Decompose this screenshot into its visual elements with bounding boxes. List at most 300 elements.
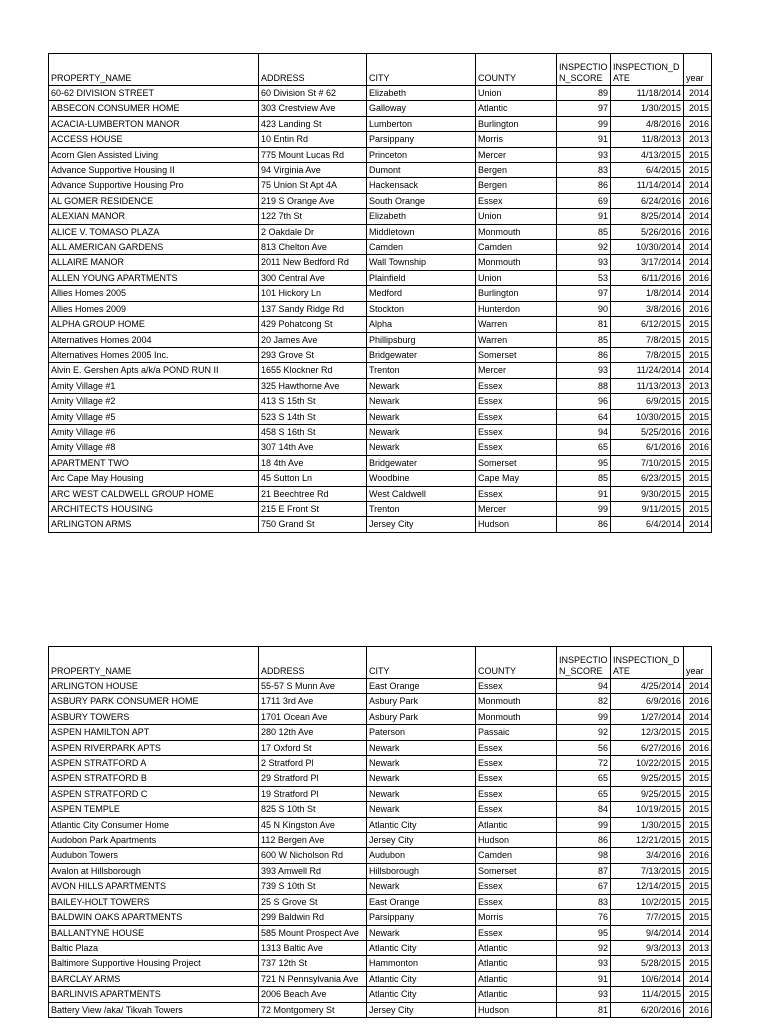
year-cell: 2016 bbox=[684, 193, 712, 208]
year-cell: 2015 bbox=[684, 894, 712, 909]
address-cell: 219 S Orange Ave bbox=[259, 193, 367, 208]
inspection-score-cell: 92 bbox=[557, 725, 611, 740]
property-name-cell: ASPEN HAMILTON APT bbox=[49, 725, 259, 740]
inspection-score-cell: 93 bbox=[557, 956, 611, 971]
table-row bbox=[49, 332, 712, 347]
city-cell: Galloway bbox=[367, 101, 476, 116]
address-cell: 19 Stratford Pl bbox=[259, 786, 367, 801]
address-cell: 775 Mount Lucas Rd bbox=[259, 147, 367, 162]
year-cell: 2016 bbox=[684, 224, 712, 239]
county-cell: Hudson bbox=[476, 833, 557, 848]
inspection-date-cell: 9/30/2015 bbox=[611, 486, 684, 501]
column-header-county: COUNTY bbox=[476, 647, 557, 679]
table-row bbox=[49, 833, 712, 848]
city-cell: Newark bbox=[367, 756, 476, 771]
city-cell: Trenton bbox=[367, 363, 476, 378]
property-name-cell: Alternatives Homes 2005 Inc. bbox=[49, 347, 259, 362]
year-cell: 2015 bbox=[684, 147, 712, 162]
property-name-cell: ABSECON CONSUMER HOME bbox=[49, 101, 259, 116]
city-cell: Newark bbox=[367, 802, 476, 817]
year-cell: 2015 bbox=[684, 802, 712, 817]
property-name-cell: Acorn Glen Assisted Living bbox=[49, 147, 259, 162]
county-cell: Atlantic bbox=[476, 817, 557, 832]
year-cell: 2015 bbox=[684, 863, 712, 878]
inspection-score-cell: 89 bbox=[557, 86, 611, 101]
property-name-cell: ARCHITECTS HOUSING bbox=[49, 501, 259, 516]
county-cell: Somerset bbox=[476, 863, 557, 878]
inspection-score-cell: 65 bbox=[557, 440, 611, 455]
city-cell: Atlantic City bbox=[367, 817, 476, 832]
address-cell: 413 S 15th St bbox=[259, 394, 367, 409]
year-cell: 2013 bbox=[684, 378, 712, 393]
table-row bbox=[49, 86, 712, 101]
table-row bbox=[49, 740, 712, 755]
address-cell: 45 N Kingston Ave bbox=[259, 817, 367, 832]
column-header-inspection-score: INSPECTION_SCORE bbox=[557, 54, 611, 86]
inspection-score-cell: 99 bbox=[557, 116, 611, 131]
address-cell: 215 E Front St bbox=[259, 501, 367, 516]
inspection-date-cell: 9/25/2015 bbox=[611, 771, 684, 786]
property-name-cell: ALPHA GROUP HOME bbox=[49, 317, 259, 332]
table-row bbox=[49, 471, 712, 486]
inspection-score-cell: 86 bbox=[557, 178, 611, 193]
table-row bbox=[49, 240, 712, 255]
address-cell: 721 N Pennsylvania Ave bbox=[259, 971, 367, 986]
county-cell: Warren bbox=[476, 317, 557, 332]
inspection-score-cell: 90 bbox=[557, 301, 611, 316]
address-cell: 325 Hawthorne Ave bbox=[259, 378, 367, 393]
city-cell: Trenton bbox=[367, 501, 476, 516]
property-name-cell: Audubon Towers bbox=[49, 848, 259, 863]
year-cell: 2013 bbox=[684, 132, 712, 147]
address-cell: 303 Crestview Ave bbox=[259, 101, 367, 116]
city-cell: East Orange bbox=[367, 679, 476, 694]
year-cell: 2015 bbox=[684, 817, 712, 832]
county-cell: Morris bbox=[476, 132, 557, 147]
address-cell: 45 Sutton Ln bbox=[259, 471, 367, 486]
address-cell: 523 S 14th St bbox=[259, 409, 367, 424]
address-cell: 299 Baldwin Rd bbox=[259, 910, 367, 925]
city-cell: Jersey City bbox=[367, 1002, 476, 1017]
city-cell: Bridgewater bbox=[367, 455, 476, 470]
inspection-date-cell: 1/30/2015 bbox=[611, 101, 684, 116]
year-cell: 2015 bbox=[684, 879, 712, 894]
inspection-score-cell: 56 bbox=[557, 740, 611, 755]
property-name-cell: Baltimore Supportive Housing Project bbox=[49, 956, 259, 971]
table-row bbox=[49, 771, 712, 786]
county-cell: Atlantic bbox=[476, 956, 557, 971]
inspection-score-cell: 99 bbox=[557, 501, 611, 516]
city-cell: Newark bbox=[367, 771, 476, 786]
inspection-score-cell: 94 bbox=[557, 679, 611, 694]
inspection-date-cell: 7/13/2015 bbox=[611, 863, 684, 878]
year-cell: 2015 bbox=[684, 786, 712, 801]
year-cell: 2015 bbox=[684, 771, 712, 786]
inspection-score-cell: 53 bbox=[557, 270, 611, 285]
inspection-score-cell: 94 bbox=[557, 424, 611, 439]
county-cell: Essex bbox=[476, 394, 557, 409]
county-cell: Atlantic bbox=[476, 101, 557, 116]
city-cell: Hackensack bbox=[367, 178, 476, 193]
inspection-score-cell: 97 bbox=[557, 286, 611, 301]
county-cell: Mercer bbox=[476, 147, 557, 162]
city-cell: East Orange bbox=[367, 894, 476, 909]
table-row bbox=[49, 178, 712, 193]
property-name-cell: ASPEN STRATFORD A bbox=[49, 756, 259, 771]
address-cell: 737 12th St bbox=[259, 956, 367, 971]
year-cell: 2015 bbox=[684, 756, 712, 771]
inspection-date-cell: 10/19/2015 bbox=[611, 802, 684, 817]
year-cell: 2015 bbox=[684, 501, 712, 516]
city-cell: Plainfield bbox=[367, 270, 476, 285]
property-name-cell: Audobon Park Apartments bbox=[49, 833, 259, 848]
table-row bbox=[49, 116, 712, 131]
inspection-date-cell: 3/4/2016 bbox=[611, 848, 684, 863]
property-name-cell: Advance Supportive Housing Pro bbox=[49, 178, 259, 193]
property-name-cell: ALLEN YOUNG APARTMENTS bbox=[49, 270, 259, 285]
address-cell: 10 Entin Rd bbox=[259, 132, 367, 147]
city-cell: Lumberton bbox=[367, 116, 476, 131]
county-cell: Bergen bbox=[476, 163, 557, 178]
inspection-score-cell: 91 bbox=[557, 486, 611, 501]
county-cell: Morris bbox=[476, 910, 557, 925]
year-cell: 2016 bbox=[684, 1002, 712, 1017]
column-header-county: COUNTY bbox=[476, 54, 557, 86]
table-row bbox=[49, 193, 712, 208]
county-cell: Hunterdon bbox=[476, 301, 557, 316]
year-cell: 2014 bbox=[684, 925, 712, 940]
column-header-inspection-date: INSPECTION_DATE bbox=[611, 54, 684, 86]
inspection-score-cell: 85 bbox=[557, 332, 611, 347]
table-row bbox=[49, 709, 712, 724]
city-cell: Atlantic City bbox=[367, 971, 476, 986]
inspection-date-cell: 6/23/2015 bbox=[611, 471, 684, 486]
city-cell: Newark bbox=[367, 879, 476, 894]
property-name-cell: ARLINGTON HOUSE bbox=[49, 679, 259, 694]
address-cell: 20 James Ave bbox=[259, 332, 367, 347]
address-cell: 813 Chelton Ave bbox=[259, 240, 367, 255]
year-cell: 2016 bbox=[684, 116, 712, 131]
year-cell: 2015 bbox=[684, 956, 712, 971]
table-row bbox=[49, 163, 712, 178]
table-row bbox=[49, 756, 712, 771]
property-name-cell: Amity Village #2 bbox=[49, 394, 259, 409]
city-cell: Audubon bbox=[367, 848, 476, 863]
county-cell: Mercer bbox=[476, 363, 557, 378]
property-name-cell: ASBURY PARK CONSUMER HOME bbox=[49, 694, 259, 709]
year-cell: 2015 bbox=[684, 409, 712, 424]
inspection-score-cell: 99 bbox=[557, 709, 611, 724]
address-cell: 585 Mount Prospect Ave bbox=[259, 925, 367, 940]
address-cell: 18 4th Ave bbox=[259, 455, 367, 470]
property-name-cell: BALDWIN OAKS APARTMENTS bbox=[49, 910, 259, 925]
column-header-inspection-date: INSPECTION_DATE bbox=[611, 647, 684, 679]
year-cell: 2014 bbox=[684, 255, 712, 270]
county-cell: Essex bbox=[476, 756, 557, 771]
year-cell: 2014 bbox=[684, 240, 712, 255]
city-cell: West Caldwell bbox=[367, 486, 476, 501]
inspection-table-1 bbox=[48, 53, 712, 533]
county-cell: Camden bbox=[476, 848, 557, 863]
inspection-score-cell: 86 bbox=[557, 347, 611, 362]
property-name-cell: Amity Village #8 bbox=[49, 440, 259, 455]
address-cell: 2 Oakdale Dr bbox=[259, 224, 367, 239]
address-cell: 17 Oxford St bbox=[259, 740, 367, 755]
year-cell: 2014 bbox=[684, 971, 712, 986]
address-cell: 429 Pohatcong St bbox=[259, 317, 367, 332]
year-cell: 2015 bbox=[684, 486, 712, 501]
county-cell: Essex bbox=[476, 378, 557, 393]
inspection-score-cell: 64 bbox=[557, 409, 611, 424]
county-cell: Somerset bbox=[476, 347, 557, 362]
county-cell: Essex bbox=[476, 424, 557, 439]
year-cell: 2015 bbox=[684, 471, 712, 486]
property-name-cell: ALICE V. TOMASO PLAZA bbox=[49, 224, 259, 239]
column-header-city: CITY bbox=[367, 647, 476, 679]
property-name-cell: ASBURY TOWERS bbox=[49, 709, 259, 724]
year-cell: 2016 bbox=[684, 848, 712, 863]
table-row bbox=[49, 725, 712, 740]
county-cell: Hudson bbox=[476, 517, 557, 532]
city-cell: South Orange bbox=[367, 193, 476, 208]
table-row bbox=[49, 971, 712, 986]
property-name-cell: Amity Village #6 bbox=[49, 424, 259, 439]
address-cell: 750 Grand St bbox=[259, 517, 367, 532]
header-row bbox=[49, 54, 712, 86]
address-cell: 739 S 10th St bbox=[259, 879, 367, 894]
address-cell: 2006 Beach Ave bbox=[259, 987, 367, 1002]
inspection-score-cell: 69 bbox=[557, 193, 611, 208]
property-name-cell: ALLAIRE MANOR bbox=[49, 255, 259, 270]
city-cell: Asbury Park bbox=[367, 709, 476, 724]
address-cell: 600 W Nicholson Rd bbox=[259, 848, 367, 863]
city-cell: Phillipsburg bbox=[367, 332, 476, 347]
inspection-date-cell: 6/20/2016 bbox=[611, 1002, 684, 1017]
county-cell: Burlington bbox=[476, 116, 557, 131]
property-name-cell: Allies Homes 2005 bbox=[49, 286, 259, 301]
inspection-score-cell: 67 bbox=[557, 879, 611, 894]
column-header-address: ADDRESS bbox=[259, 647, 367, 679]
column-header-city: CITY bbox=[367, 54, 476, 86]
inspection-score-cell: 97 bbox=[557, 101, 611, 116]
city-cell: Princeton bbox=[367, 147, 476, 162]
inspection-score-cell: 85 bbox=[557, 224, 611, 239]
city-cell: Newark bbox=[367, 440, 476, 455]
county-cell: Union bbox=[476, 86, 557, 101]
property-name-cell: ASPEN STRATFORD C bbox=[49, 786, 259, 801]
property-name-cell: AVON HILLS APARTMENTS bbox=[49, 879, 259, 894]
inspection-date-cell: 5/25/2016 bbox=[611, 424, 684, 439]
address-cell: 72 Montgomery St bbox=[259, 1002, 367, 1017]
property-name-cell: ALL AMERICAN GARDENS bbox=[49, 240, 259, 255]
inspection-score-cell: 92 bbox=[557, 940, 611, 955]
inspection-date-cell: 3/17/2014 bbox=[611, 255, 684, 270]
table-row bbox=[49, 694, 712, 709]
year-cell: 2015 bbox=[684, 347, 712, 362]
inspection-date-cell: 10/6/2014 bbox=[611, 971, 684, 986]
address-cell: 307 14th Ave bbox=[259, 440, 367, 455]
inspection-score-cell: 84 bbox=[557, 802, 611, 817]
inspection-score-cell: 91 bbox=[557, 971, 611, 986]
address-cell: 393 Amwell Rd bbox=[259, 863, 367, 878]
inspection-date-cell: 10/2/2015 bbox=[611, 894, 684, 909]
inspection-score-cell: 86 bbox=[557, 517, 611, 532]
year-cell: 2016 bbox=[684, 440, 712, 455]
inspection-score-cell: 65 bbox=[557, 786, 611, 801]
inspection-date-cell: 3/8/2016 bbox=[611, 301, 684, 316]
table-row bbox=[49, 517, 712, 532]
table-row bbox=[49, 378, 712, 393]
county-cell: Atlantic bbox=[476, 971, 557, 986]
inspection-score-cell: 83 bbox=[557, 163, 611, 178]
inspection-date-cell: 10/22/2015 bbox=[611, 756, 684, 771]
address-cell: 137 Sandy Ridge Rd bbox=[259, 301, 367, 316]
inspection-score-cell: 83 bbox=[557, 894, 611, 909]
table-row bbox=[49, 486, 712, 501]
address-cell: 1711 3rd Ave bbox=[259, 694, 367, 709]
year-cell: 2015 bbox=[684, 394, 712, 409]
year-cell: 2015 bbox=[684, 987, 712, 1002]
address-cell: 55-57 S Munn Ave bbox=[259, 679, 367, 694]
inspection-score-cell: 99 bbox=[557, 817, 611, 832]
inspection-date-cell: 7/8/2015 bbox=[611, 332, 684, 347]
property-name-cell: Alvin E. Gershen Apts a/k/a POND RUN II bbox=[49, 363, 259, 378]
inspection-date-cell: 6/4/2015 bbox=[611, 163, 684, 178]
inspection-date-cell: 6/4/2014 bbox=[611, 517, 684, 532]
property-name-cell: ASPEN RIVERPARK APTS bbox=[49, 740, 259, 755]
property-name-cell: ARC WEST CALDWELL GROUP HOME bbox=[49, 486, 259, 501]
city-cell: Jersey City bbox=[367, 833, 476, 848]
table-row bbox=[49, 440, 712, 455]
city-cell: Hillsborough bbox=[367, 863, 476, 878]
inspection-score-cell: 85 bbox=[557, 471, 611, 486]
county-cell: Essex bbox=[476, 879, 557, 894]
inspection-score-cell: 95 bbox=[557, 925, 611, 940]
column-header-inspection-score: INSPECTION_SCORE bbox=[557, 647, 611, 679]
inspection-score-cell: 72 bbox=[557, 756, 611, 771]
inspection-score-cell: 92 bbox=[557, 240, 611, 255]
city-cell: Hammonton bbox=[367, 956, 476, 971]
year-cell: 2015 bbox=[684, 725, 712, 740]
table-row bbox=[49, 848, 712, 863]
year-cell: 2016 bbox=[684, 301, 712, 316]
property-name-cell: ARLINGTON ARMS bbox=[49, 517, 259, 532]
table-row bbox=[49, 286, 712, 301]
inspection-score-cell: 91 bbox=[557, 209, 611, 224]
county-cell: Essex bbox=[476, 925, 557, 940]
inspection-date-cell: 6/27/2016 bbox=[611, 740, 684, 755]
county-cell: Atlantic bbox=[476, 987, 557, 1002]
address-cell: 280 12th Ave bbox=[259, 725, 367, 740]
table-row bbox=[49, 910, 712, 925]
city-cell: Elizabeth bbox=[367, 86, 476, 101]
inspection-date-cell: 8/25/2014 bbox=[611, 209, 684, 224]
year-cell: 2015 bbox=[684, 163, 712, 178]
city-cell: Newark bbox=[367, 409, 476, 424]
address-cell: 29 Stratford Pl bbox=[259, 771, 367, 786]
city-cell: Dumont bbox=[367, 163, 476, 178]
year-cell: 2015 bbox=[684, 833, 712, 848]
column-header-address: ADDRESS bbox=[259, 54, 367, 86]
property-name-cell: BAILEY-HOLT TOWERS bbox=[49, 894, 259, 909]
county-cell: Union bbox=[476, 209, 557, 224]
inspection-score-cell: 86 bbox=[557, 833, 611, 848]
address-cell: 1655 Klockner Rd bbox=[259, 363, 367, 378]
county-cell: Hudson bbox=[476, 1002, 557, 1017]
county-cell: Essex bbox=[476, 894, 557, 909]
table-row bbox=[49, 501, 712, 516]
inspection-score-cell: 82 bbox=[557, 694, 611, 709]
table-row bbox=[49, 347, 712, 362]
city-cell: Parsippany bbox=[367, 910, 476, 925]
property-name-cell: Baltic Plaza bbox=[49, 940, 259, 955]
inspection-date-cell: 10/30/2014 bbox=[611, 240, 684, 255]
property-name-cell: Amity Village #1 bbox=[49, 378, 259, 393]
inspection-date-cell: 6/1/2016 bbox=[611, 440, 684, 455]
inspection-score-cell: 95 bbox=[557, 455, 611, 470]
table-row bbox=[49, 940, 712, 955]
inspection-date-cell: 11/4/2015 bbox=[611, 987, 684, 1002]
county-cell: Essex bbox=[476, 786, 557, 801]
inspection-date-cell: 5/26/2016 bbox=[611, 224, 684, 239]
year-cell: 2016 bbox=[684, 270, 712, 285]
county-cell: Burlington bbox=[476, 286, 557, 301]
inspection-score-cell: 93 bbox=[557, 255, 611, 270]
year-cell: 2014 bbox=[684, 679, 712, 694]
inspection-date-cell: 6/11/2016 bbox=[611, 270, 684, 285]
inspection-date-cell: 7/10/2015 bbox=[611, 455, 684, 470]
table-row bbox=[49, 409, 712, 424]
table-row bbox=[49, 817, 712, 832]
address-cell: 112 Bergen Ave bbox=[259, 833, 367, 848]
inspection-date-cell: 4/13/2015 bbox=[611, 147, 684, 162]
inspection-date-cell: 9/11/2015 bbox=[611, 501, 684, 516]
city-cell: Woodbine bbox=[367, 471, 476, 486]
year-cell: 2014 bbox=[684, 209, 712, 224]
inspection-table-2 bbox=[48, 646, 712, 1018]
address-cell: 300 Central Ave bbox=[259, 270, 367, 285]
property-name-cell: 60-62 DIVISION STREET bbox=[49, 86, 259, 101]
inspection-score-cell: 76 bbox=[557, 910, 611, 925]
header-row bbox=[49, 647, 712, 679]
address-cell: 2 Stratford Pl bbox=[259, 756, 367, 771]
city-cell: Newark bbox=[367, 424, 476, 439]
address-cell: 75 Union St Apt 4A bbox=[259, 178, 367, 193]
year-cell: 2014 bbox=[684, 363, 712, 378]
county-cell: Essex bbox=[476, 409, 557, 424]
year-cell: 2014 bbox=[684, 178, 712, 193]
county-cell: Mercer bbox=[476, 501, 557, 516]
table-row bbox=[49, 132, 712, 147]
property-name-cell: Avalon at Hillsborough bbox=[49, 863, 259, 878]
county-cell: Atlantic bbox=[476, 940, 557, 955]
table-row bbox=[49, 925, 712, 940]
county-cell: Warren bbox=[476, 332, 557, 347]
inspection-date-cell: 5/28/2015 bbox=[611, 956, 684, 971]
property-name-cell: ASPEN TEMPLE bbox=[49, 802, 259, 817]
address-cell: 101 Hickory Ln bbox=[259, 286, 367, 301]
address-cell: 21 Beechtree Rd bbox=[259, 486, 367, 501]
county-cell: Monmouth bbox=[476, 694, 557, 709]
column-header-year: year bbox=[684, 647, 712, 679]
inspection-score-cell: 93 bbox=[557, 987, 611, 1002]
county-cell: Essex bbox=[476, 802, 557, 817]
address-cell: 122 7th St bbox=[259, 209, 367, 224]
city-cell: Newark bbox=[367, 925, 476, 940]
year-cell: 2014 bbox=[684, 517, 712, 532]
inspection-date-cell: 6/9/2015 bbox=[611, 394, 684, 409]
address-cell: 293 Grove St bbox=[259, 347, 367, 362]
